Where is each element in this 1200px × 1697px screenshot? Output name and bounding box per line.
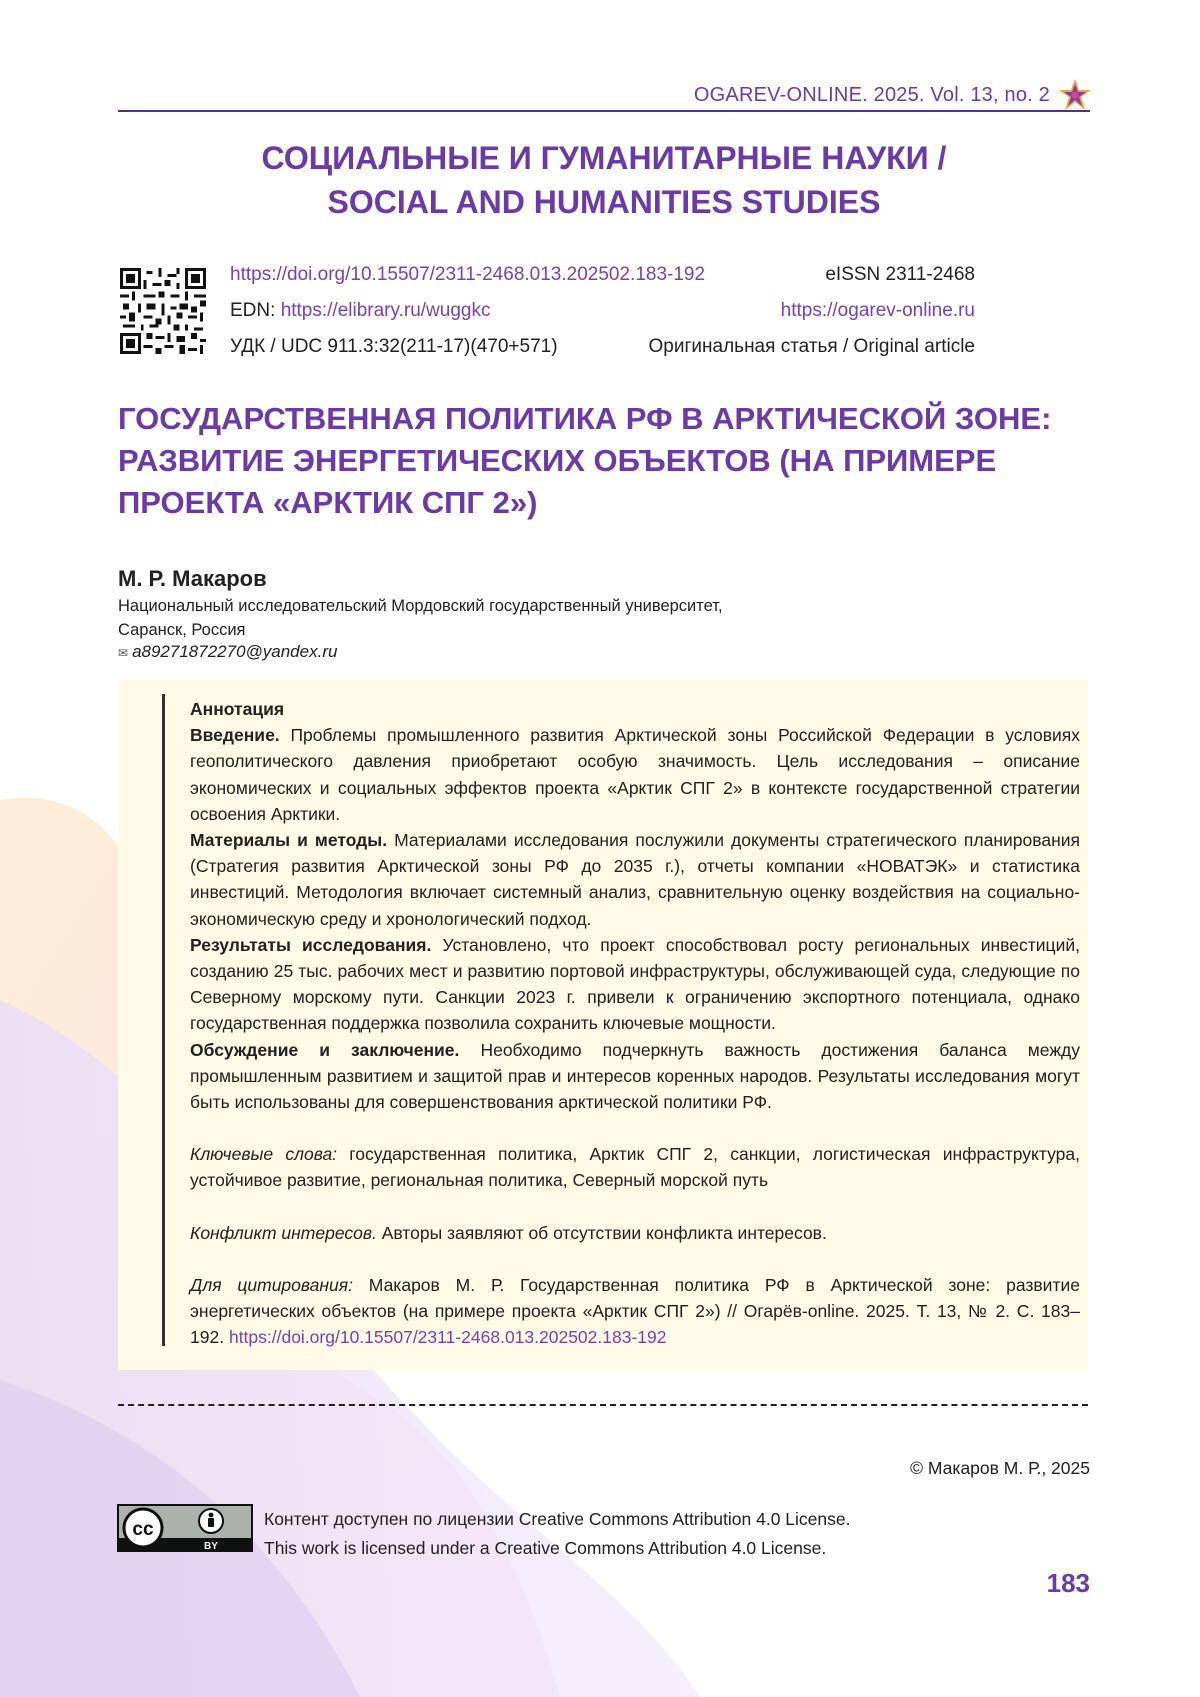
email-link[interactable]: a89271872270@yandex.ru — [132, 642, 337, 661]
abstract-heading: Аннотация — [190, 699, 284, 719]
discussion-label: Обсуждение и заключение. — [190, 1040, 459, 1060]
copyright: © Макаров М. Р., 2025 — [910, 1458, 1090, 1479]
meta-row-doi — [230, 257, 975, 293]
author-name: М. Р. Макаров — [118, 566, 267, 592]
abstract — [190, 696, 1080, 1350]
article-title-line: РАЗВИТИЕ ЭНЕРГЕТИЧЕСКИХ ОБЪЕКТОВ (НА ПРИМЕРЕ — [118, 440, 1078, 482]
intro-text: Проблемы промышленного развития Арктической зоны Российской Федерации в условиях геополитического давления приобретают особую значимость. Цель исследования – описание экономических и социальных эффектов проекта «Арктик СПГ 2» в контексте государственной стратегии освоения Арктики. — [190, 725, 1080, 824]
affiliation-line: Национальный исследовательский Мордовский государственный университет, — [118, 594, 918, 618]
methods-label: Материалы и методы. — [190, 830, 387, 850]
license-text — [264, 1505, 850, 1563]
cc-by-license-icon[interactable] — [117, 1504, 253, 1552]
meta-row-edn — [230, 293, 975, 329]
conflict-text: Авторы заявляют об отсутствии конфликта интересов. — [377, 1223, 827, 1243]
dashed-divider — [118, 1404, 1088, 1406]
results-text: Установлено, что проект способствовал росту региональных инвестиций, созданию 25 тыс. рабочих мест и развитию портовой инфраструктуры, обслуживающей суда, следующие по Северному морскому пути. Санкции 2023 г. привели к ограничению экспортного потенциала, однако государственная поддержка позволила сохранить ключевые мощности. — [190, 935, 1080, 1034]
qr-code-icon[interactable] — [120, 268, 206, 354]
license-en: This work is licensed under a Creative Commons Attribution 4.0 License. — [264, 1534, 850, 1563]
article-type: Оригинальная статья / Original article — [649, 336, 975, 358]
eissn: eISSN 2311-2468 — [825, 264, 975, 286]
by-text: BY — [204, 1541, 218, 1552]
journal-logo-icon — [1058, 78, 1092, 112]
abstract-citation — [190, 1272, 1080, 1351]
article-title-line: ГОСУДАРСТВЕННАЯ ПОЛИТИКА РФ В АРКТИЧЕСКОЙ ЗОНЕ: — [118, 398, 1078, 440]
udc: УДК / UDC 911.3:32(211-17)(470+571) — [230, 336, 558, 358]
license-ru: Контент доступен по лицензии Creative Commons Attribution 4.0 License. — [264, 1505, 850, 1534]
abstract-intro — [190, 722, 1080, 827]
abstract-keywords — [190, 1141, 1080, 1193]
doi-link[interactable]: https://doi.org/10.15507/2311-2468.013.202502.183-192 — [230, 264, 705, 286]
citation-doi-link[interactable]: https://doi.org/10.15507/2311-2468.013.202502.183-192 — [229, 1327, 667, 1347]
journal-site-link[interactable]: https://ogarev-online.ru — [781, 300, 975, 322]
section-title-en: SOCIAL AND HUMANITIES STUDIES — [118, 180, 1090, 224]
section-title-ru: СОЦИАЛЬНЫЕ И ГУМАНИТАРНЫЕ НАУКИ / — [118, 136, 1090, 180]
journal-title: OGAREV-ONLINE. 2025. Vol. 13, no. 2 — [694, 84, 1050, 106]
abstract-discussion — [190, 1037, 1080, 1116]
cc-text: cc — [132, 1519, 154, 1540]
keywords-label: Ключевые слова: — [190, 1144, 337, 1164]
abstract-conflict — [190, 1220, 1080, 1246]
article-title — [118, 398, 1078, 524]
keywords-text: государственная политика, Арктик СПГ 2, санкции, логистическая инфраструктура, устойчивое развитие, региональная политика, Северный морской путь — [190, 1144, 1080, 1190]
conflict-label: Конфликт интересов. — [190, 1223, 377, 1243]
intro-label: Введение. — [190, 725, 280, 745]
affiliation-line: Саранск, Россия — [118, 618, 918, 642]
results-label: Результаты исследования. — [190, 935, 431, 955]
citation-label: Для цитирования: — [190, 1275, 353, 1295]
abstract-results — [190, 932, 1080, 1037]
edn-label: EDN: — [230, 300, 281, 321]
discussion-text: Необходимо подчеркнуть важность достижения баланса между промышленным развитием и защитой прав и интересов коренных народов. Результаты исследования могут быть использованы для совершенствования арктической политики РФ. — [190, 1040, 1080, 1112]
methods-text: Материалами исследования послужили документы стратегического планирования (Стратегия развития Арктической зоны РФ до 2035 г.), отчеты компании «НОВАТЭК» и статистика инвестиций. Методология включает системный анализ, сравнительную оценку воздействия на социально-экономическую среду и хронологический подход. — [190, 830, 1080, 929]
author-affiliation — [118, 594, 918, 642]
citation-text: Макаров М. Р. Государственная политика РФ в Арктической зоне: развитие энергетических объектов (на примере проекта «Арктик СПГ 2») // Огарёв-online. 2025. Т. 13, № 2. С. 183–192. — [190, 1275, 1080, 1347]
journal-header — [118, 84, 1090, 112]
section-title — [118, 136, 1090, 224]
abstract-side-bar — [162, 694, 165, 1346]
article-title-line: ПРОЕКТА «АРКТИК СПГ 2») — [118, 482, 1078, 524]
envelope-icon: ✉ — [118, 646, 128, 660]
author-email — [118, 642, 337, 662]
edn — [230, 300, 490, 322]
meta-row-udc — [230, 329, 975, 365]
edn-link[interactable]: https://elibrary.ru/wuggkc — [281, 300, 491, 321]
page-number: 183 — [1047, 1568, 1090, 1599]
article-meta — [230, 257, 975, 365]
abstract-methods — [190, 827, 1080, 932]
